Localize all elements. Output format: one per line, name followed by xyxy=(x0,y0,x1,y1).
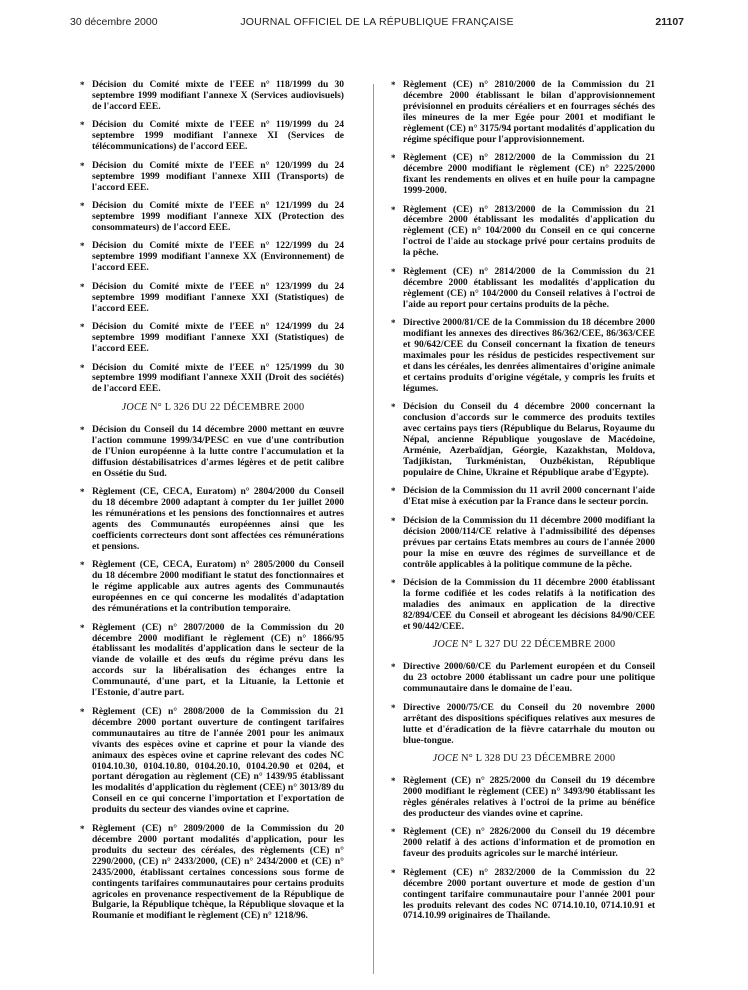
list-item: * Décision du Conseil du 4 décembre 2000 concernant la conclusion d'accords sur le commerce des produits textiles avec certains pays tiers (République du Belarus, Royaume du Népal, ancienne République yougoslave de Macédoine, Arménie, Azerbaïdjan, Géorgie, Kazakhstan, Moldova, Tadjikistan, Turkménistan, Ouzbékistan, République populaire de Chine, Ukraine et République arabe d'Egypte). xyxy=(393,402,655,479)
section-journal-name: JOCE xyxy=(432,753,459,765)
list-item: * Règlement (CE) n° 2813/2000 de la Commission du 21 décembre 2000 établissant les modalités d'application du règlement (CE) n° 104/2000 du Conseil en ce qui concerne l'octroi de l'aide au stockage privé pour certains produits de la pêche. xyxy=(393,205,655,260)
list-item: * Règlement (CE, CECA, Euratom) n° 2805/2000 du Conseil du 18 décembre 2000 modifiant le statut des fonctionnaires et le régime applicable aux autres agents des Communautés européennes en ce qui concerne les modalités d'adaptation des rémunérations et la contribution temporaire. xyxy=(82,560,344,615)
page-number: 21107 xyxy=(655,16,684,28)
list-item: * Règlement (CE) n° 2807/2000 de la Commission du 20 décembre 2000 modifiant le règlement (CE) n° 1866/95 établissant les modalités d'application dans le secteur de la viande de volaille et des œufs du régime prévu dans les accords sur la libéralisation des échanges entre la Communauté, d'une part, et la Lituanie, la Lettonie et l'Estonie, d'autre part. xyxy=(82,623,344,700)
list-item: * Règlement (CE) n° 2814/2000 de la Commission du 21 décembre 2000 établissant les modalités d'application du règlement (CE) n° 104/2000 du Conseil relatives à l'octroi de l'aide au report pour certains produits de la pêche. xyxy=(393,267,655,311)
list-item: * Décision de la Commission du 11 avril 2000 concernant l'aide d'Etat mise à exécution par la France dans le secteur porcin. xyxy=(393,486,655,508)
section-heading-text: N° L 326 DU 22 DÉCEMBRE 2000 xyxy=(147,401,305,413)
section-heading-text: N° L 327 DU 22 DÉCEMBRE 2000 xyxy=(458,639,616,651)
list-item: * Règlement (CE) n° 2808/2000 de la Commission du 21 décembre 2000 portant ouverture de contingent tarifaires communautaires au titre de l'année 2001 pour les animaux vivants des espèces ovine et caprine et pour la viande des animaux des espèces ovine et caprine relevant des codes NC 0104.10.30, 0104.10.80, 0104.20.10, 0104.20.90 et 0204, et portant dérogation au règlement (CE) n° 1439/95 établissant les modalités d'application du règlement (CEE) n° 3013/89 du Conseil en ce qui concerne l'importation et l'exportation de produits du secteur des viandes ovine et caprine. xyxy=(82,707,344,817)
header-date: 30 décembre 2000 xyxy=(70,16,158,28)
list-item: * Règlement (CE, CECA, Euratom) n° 2804/2000 du Conseil du 18 décembre 2000 adaptant à compter du 1er juillet 2000 les rémunérations et les pensions des fonctionnaires et autres agents des Communautés européennes ainsi que les coefficients correcteurs dont sont affectées ces rémunérations et pensions. xyxy=(82,487,344,553)
list-item: * Décision du Comité mixte de l'EEE n° 120/1999 du 24 septembre 1999 modifiant l'annexe XIII (Transports) de l'accord EEE. xyxy=(82,161,344,194)
list-item: * Règlement (CE) n° 2810/2000 de la Commission du 21 décembre 2000 établissant le bilan d'approvisionnement prévisionnel en produits céréaliers et en fourrages séchés des îles mineures de la mer Egée pour 2001 et modifiant le règlement (CE) n° 3175/94 portant modalités d'application du régime spécifique pour l'approvisionnement. xyxy=(393,80,655,146)
list-item: * Décision de la Commission du 11 décembre 2000 modifiant la décision 2000/114/CE relative à l'admissibilité des dépenses prévues par certains Etats membres au cours de l'année 2000 pour la mise en œuvre des régimes de surveillance et de contrôle applicables à la politique commune de la pêche. xyxy=(393,516,655,571)
list-item: * Règlement (CE) n° 2826/2000 du Conseil du 19 décembre 2000 relatif à des actions d'information et de promotion en faveur des produits agricoles sur le marché intérieur. xyxy=(393,827,655,860)
section-heading-l328 xyxy=(393,754,655,765)
section-heading-l326 xyxy=(82,403,344,414)
list-item: * Règlement (CE) n° 2825/2000 du Conseil du 19 décembre 2000 modifiant le règlement (CEE) n° 3493/90 établissant les règles générales relatives à l'octroi de la prime au bénéfice des producteur des viandes ovine et caprine. xyxy=(393,776,655,820)
list-item: * Décision du Comité mixte de l'EEE n° 124/1999 du 24 septembre 1999 modifiant l'annexe XXI (Statistiques) de l'accord EEE. xyxy=(82,322,344,355)
list-item: * Directive 2000/75/CE du Conseil du 20 novembre 2000 arrêtant des dispositions spécifiques relatives aux mesures de lutte et d'éradication de la fièvre catarrhale du mouton ou blue-tongue. xyxy=(393,703,655,747)
section-journal-name: JOCE xyxy=(121,401,148,413)
list-item: * Directive 2000/60/CE du Parlement européen et du Conseil du 23 octobre 2000 établissant un cadre pour une politique communautaire dans le domaine de l'eau. xyxy=(393,662,655,695)
list-item: * Décision du Comité mixte de l'EEE n° 125/1999 du 30 septembre 1999 modifiant l'annexe XXII (Droit des sociétés) de l'accord EEE. xyxy=(82,363,344,396)
list-item: * Décision de la Commission du 11 décembre 2000 établissant la forme codifiée et les codes relatifs à la notification des maladies des animaux en application de la directive 82/894/CEE du Conseil et abrogeant les décisions 84/90/CEE et 90/442/CEE. xyxy=(393,578,655,633)
list-item: * Décision du Comité mixte de l'EEE n° 118/1999 du 30 septembre 1999 modifiant l'annexe X (Services audiovisuels) de l'accord EEE. xyxy=(82,80,344,113)
list-item: * Décision du Conseil du 14 décembre 2000 mettant en œuvre l'action commune 1999/34/PESC en vue d'une contribution de l'Union européenne à la lutte contre l'accumulation et la diffusion déstabilisatrices d'armes légères et de petit calibre en Ossétie du Sud. xyxy=(82,425,344,480)
left-column xyxy=(82,80,344,930)
list-item: * Décision du Comité mixte de l'EEE n° 121/1999 du 24 septembre 1999 modifiant l'annexe XIX (Protection des consommateurs) de l'accord EEE. xyxy=(82,201,344,234)
section-journal-name: JOCE xyxy=(432,639,459,651)
section-heading-text: N° L 328 DU 23 DÉCEMBRE 2000 xyxy=(458,753,616,765)
section-heading-l327 xyxy=(393,640,655,651)
list-item: * Règlement (CE) n° 2832/2000 de la Commission du 22 décembre 2000 portant ouverture et mode de gestion d'un contingent tarifaire communautaire pour l'année 2001 pour les produits relevant des codes NC 0714.10.10, 0714.10.91 et 0714.10.99 originaires de Thaïlande. xyxy=(393,868,655,923)
page-header xyxy=(70,16,684,32)
journal-title: JOURNAL OFFICIEL DE LA RÉPUBLIQUE FRANÇAISE xyxy=(240,16,514,28)
column-divider xyxy=(373,84,374,974)
right-column xyxy=(393,80,655,930)
list-item: * Directive 2000/81/CE de la Commission du 18 décembre 2000 modifiant les annexes des directives 86/362/CEE, 86/363/CEE et 90/642/CEE du Conseil concernant la fixation de teneurs maximales pour les résidus de pesticides respectivement sur et dans les céréales, les denrées alimentaires d'origine animale et certains produits d'origine végétale, y compris les fruits et légumes. xyxy=(393,318,655,395)
list-item: * Décision du Comité mixte de l'EEE n° 122/1999 du 24 septembre 1999 modifiant l'annexe XX (Environnement) de l'accord EEE. xyxy=(82,241,344,274)
list-item: * Décision du Comité mixte de l'EEE n° 119/1999 du 24 septembre 1999 modifiant l'annexe XI (Services de télécommunications) de l'accord EEE. xyxy=(82,120,344,153)
list-item: * Règlement (CE) n° 2809/2000 de la Commission du 20 décembre 2000 portant modalités d'application, pour les produits du secteur des céréales, des règlements (CE) n° 2290/2000, (CE) n° 2433/2000, (CE) n° 2434/2000 et (CE) n° 2435/2000, établissant certaines concessions sous forme de contingents tarifaires communautaires pour certains produits agricoles en provenance respectivement de la République de Bulgarie, la République tchèque, la République slovaque et la Roumanie et modifiant le règlement (CE) n° 1218/96. xyxy=(82,824,344,923)
list-item: * Règlement (CE) n° 2812/2000 de la Commission du 21 décembre 2000 modifiant le règlement (CE) n° 2225/2000 fixant les rendements en olives et en huile pour la campagne 1999-2000. xyxy=(393,153,655,197)
list-item: * Décision du Comité mixte de l'EEE n° 123/1999 du 24 septembre 1999 modifiant l'annexe XXI (Statistiques) de l'accord EEE. xyxy=(82,282,344,315)
